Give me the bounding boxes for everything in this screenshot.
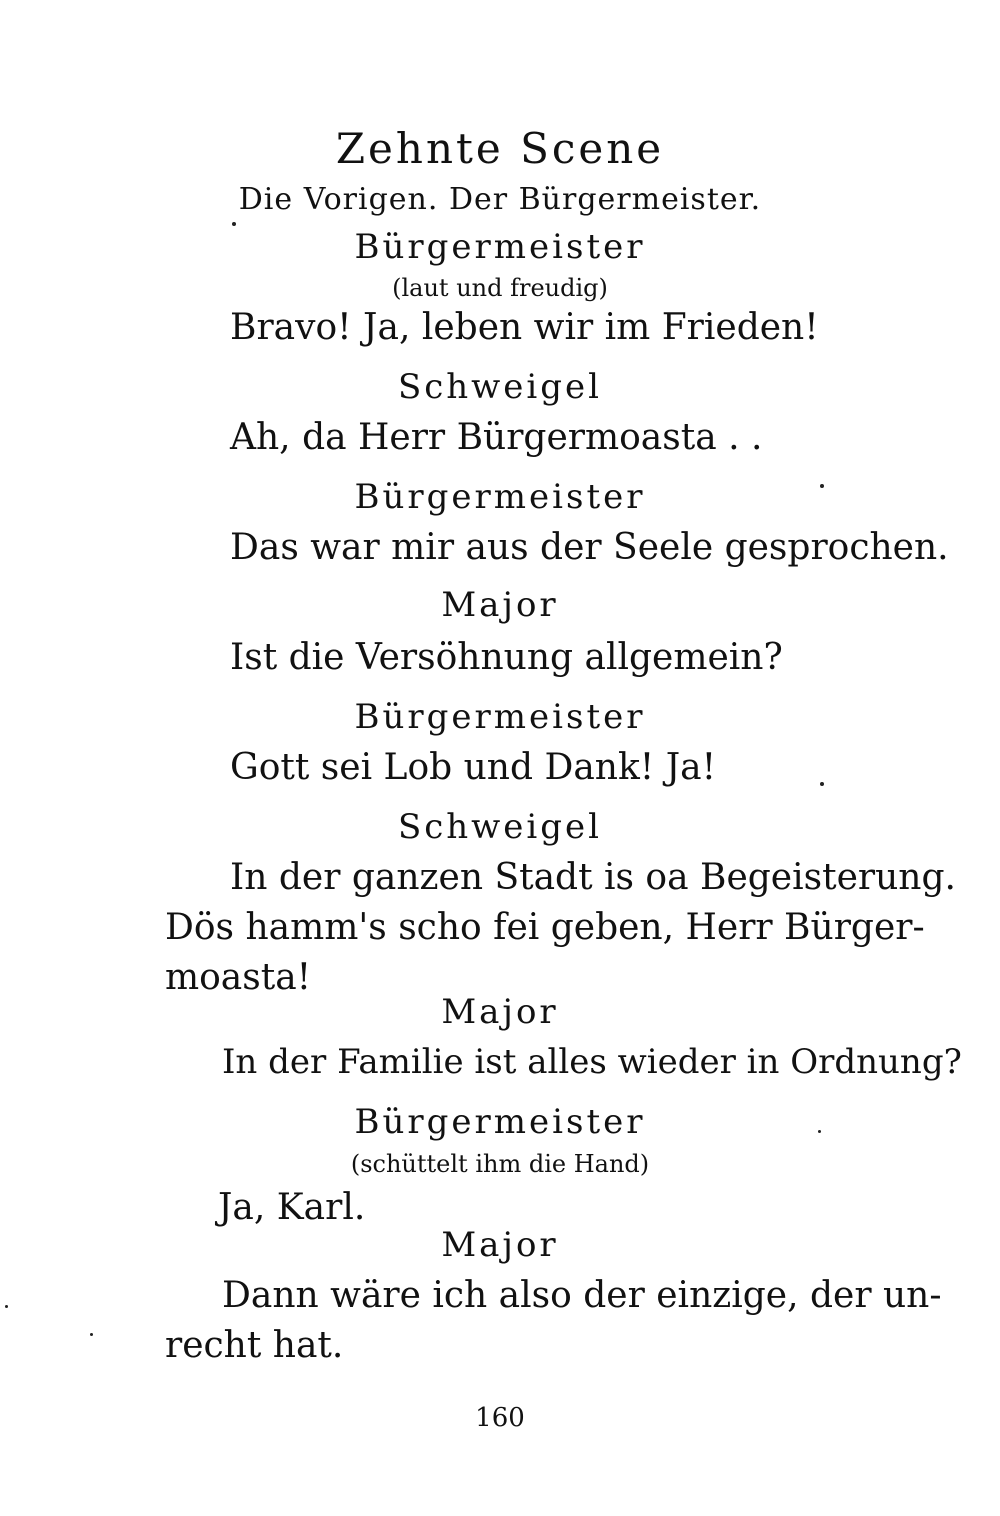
speech-line: In der Familie ist alles wieder in Ordnung? — [222, 1042, 962, 1082]
stage-direction: (laut und freudig) — [392, 274, 608, 302]
print-speck — [90, 1333, 93, 1336]
speech-line: Dann wäre ich also der einzige, der un- — [222, 1275, 942, 1316]
print-speck — [818, 1130, 821, 1133]
speaker-name: Major — [441, 992, 559, 1032]
speech-line: Gott sei Lob und Dank! Ja! — [230, 747, 717, 788]
speaker-name: Bürgermeister — [354, 477, 646, 517]
scene-subtitle: Die Vorigen. Der Bürgermeister. — [238, 182, 762, 217]
print-speck — [232, 222, 236, 226]
print-speck — [820, 484, 824, 488]
speaker-name: Major — [441, 585, 559, 625]
speech-line: Dös hamm's scho fei geben, Herr Bürger- — [165, 907, 925, 948]
speaker-name: Major — [441, 1225, 559, 1265]
print-speck — [820, 782, 824, 786]
stage-direction: (schüttelt ihm die Hand) — [350, 1150, 650, 1178]
speaker-name: Schweigel — [397, 367, 603, 407]
speaker-name: Bürgermeister — [354, 1102, 646, 1142]
speech-line: Das war mir aus der Seele gesprochen. — [230, 527, 949, 568]
speaker-name: Bürgermeister — [354, 697, 646, 737]
speaker-name: Schweigel — [397, 807, 603, 847]
speech-line: In der ganzen Stadt is oa Begeisterung. — [230, 857, 956, 898]
speech-line: Ist die Versöhnung allgemein? — [230, 637, 783, 678]
scene-title: Zehnte Scene — [335, 124, 665, 173]
speech-line: Bravo! Ja, leben wir im Frieden! — [230, 307, 819, 348]
speaker-name: Bürgermeister — [354, 227, 646, 267]
speech-line: recht hat. — [165, 1325, 344, 1366]
speech-line: moasta! — [165, 957, 312, 998]
page-number: 160 — [475, 1403, 525, 1433]
speech-line: Ah, da Herr Bürgermoasta . . — [230, 417, 763, 458]
speech-line: Ja, Karl. — [218, 1187, 366, 1228]
print-speck — [5, 1305, 8, 1308]
